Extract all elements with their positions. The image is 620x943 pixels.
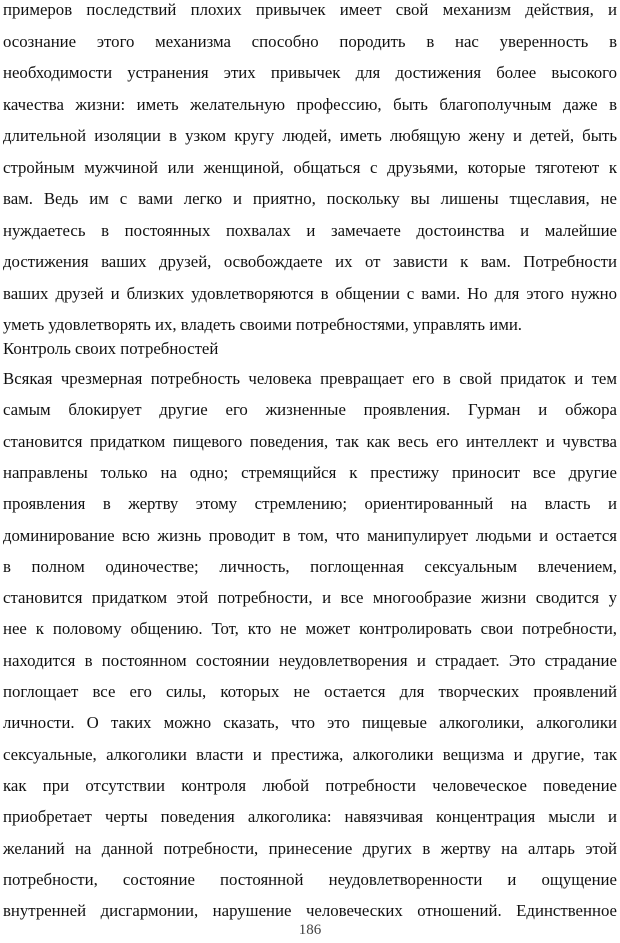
- paragraph-2-line: нее к половому общению. Тот, кто не может контролировать свои потребности,: [3, 619, 617, 639]
- paragraph-2-line: желаний на данной потребности, принесение других в жертву на алтарь этой: [3, 838, 617, 858]
- paragraph-2-line: Всякая чрезмерная потребность человека превращает его в свой придаток и тем: [3, 369, 617, 388]
- paragraph-2-line: направлены только на одно; стремящийся к престижу приносит все другие: [3, 462, 617, 482]
- paragraph-1-line: необходимости устранения этих привычек для достижения более высокого: [3, 63, 617, 82]
- document-page: [3, 0, 617, 943]
- paragraph-2-line: внутренней дисгармонии, нарушение человеческих отношений. Единственное: [3, 901, 617, 921]
- paragraph-2-line: как при отсутствии контроля любой потребности человеческое поведение: [3, 775, 617, 795]
- paragraph-2-line: поглощает все его силы, которых не остается для творческих проявлений: [3, 682, 617, 701]
- paragraph-1-line: ваших друзей и близких удовлетворяются в общении с вами. Но для этого нужно: [3, 283, 617, 303]
- paragraph-2-line: приобретает черты поведения алкоголика: навязчивая концентрация мысли и: [3, 807, 617, 827]
- paragraph-2-line: становится придатком этой потребности, и все многообразие жизни сводится у: [3, 588, 617, 608]
- paragraph-1-line: примеров последствий плохих привычек имеет свой механизм действия, и: [3, 0, 617, 19]
- page-number: 186: [298, 922, 322, 938]
- paragraph-2-line: доминирование всю жизнь проводит в том, что манипулирует людьми и остается: [3, 525, 617, 545]
- paragraph-2-line: находится в постоянном состоянии неудовлетворения и страдает. Это страдание: [3, 650, 617, 670]
- paragraph-2-line: сексуальные, алкоголики власти и престижа, алкоголики вещизма и другие, так: [3, 744, 617, 764]
- paragraph-1-line: осознание этого механизма способно породить в нас уверенность в: [3, 31, 617, 51]
- paragraph-1-line: длительной изоляции в узком кругу людей, иметь любящую жену и детей, быть: [3, 126, 617, 145]
- paragraph-2-line: в полном одиночестве; личность, поглощенная сексуальным влечением,: [3, 556, 617, 576]
- paragraph-2-line: проявления в жертву этому стремлению; ориентированный на власть и: [3, 494, 617, 514]
- section-heading: Контроль своих потребностей: [3, 339, 219, 358]
- paragraph-1-line: уметь удовлетворять их, владеть своими потребностями, управлять ими.: [3, 315, 522, 334]
- paragraph-2-line: самым блокирует другие его жизненные проявления. Гурман и обжора: [3, 400, 617, 420]
- paragraph-1-line: вам. Ведь им с вами легко и приятно, поскольку вы лишены тщеславия, не: [3, 189, 617, 208]
- paragraph-2-line: становится придатком пищевого поведения, так как весь его интеллект и чувства: [3, 431, 617, 451]
- paragraph-2-line: потребности, состояние постоянной неудовлетворенности и ощущение: [3, 869, 617, 889]
- paragraph-1-line: нуждаетесь в постоянных похвалах и замечаете достоинства и малейшие: [3, 220, 617, 240]
- paragraph-1-line: стройным мужчиной или женщиной, общаться с друзьями, которые тяготеют к: [3, 157, 617, 177]
- paragraph-1-line: качества жизни: иметь желательную профессию, быть благополучным даже в: [3, 94, 617, 114]
- paragraph-1-line: достижения ваших друзей, освобождаете их от зависти к вам. Потребности: [3, 252, 617, 271]
- paragraph-2-line: личности. О таких можно сказать, что это пищевые алкоголики, алкоголики: [3, 713, 617, 733]
